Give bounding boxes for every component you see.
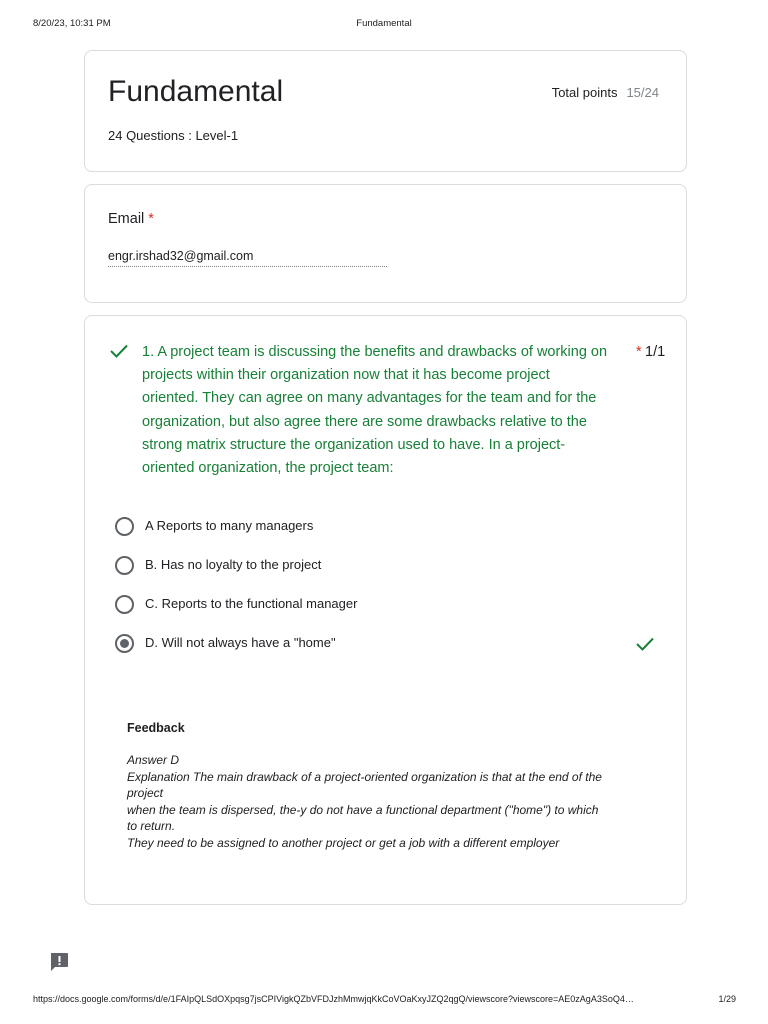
- total-points-score: 15/24: [626, 85, 659, 100]
- question-line: oriented. They can agree on many advantages for the team and for the: [142, 390, 597, 407]
- email-label: [108, 211, 154, 227]
- email-field: engr.irshad32@gmail.com: [108, 249, 387, 267]
- print-datetime: 8/20/23, 10:31 PM: [33, 18, 111, 29]
- form-title: Fundamental: [108, 75, 284, 108]
- total-points: [552, 85, 659, 100]
- question-line: projects within their organization now that it has become project: [142, 367, 550, 384]
- question-text: [142, 341, 636, 480]
- option-label: A Reports to many managers: [145, 518, 314, 533]
- option-c[interactable]: [115, 594, 660, 616]
- feedback-line: They need to be assigned to another project or get a job with a different employer: [127, 835, 560, 850]
- question-line: 1. A project team is discussing the benefits and drawbacks of working on: [142, 344, 608, 360]
- feedback-line: to return.: [127, 819, 176, 834]
- feedback-body: [127, 752, 652, 852]
- option-b[interactable]: [115, 555, 660, 577]
- option-label: B. Has no loyalty to the project: [145, 557, 322, 572]
- form-header-card: [84, 50, 687, 172]
- radio-button[interactable]: [115, 556, 134, 575]
- radio-button[interactable]: [115, 595, 134, 614]
- check-icon: [635, 636, 655, 652]
- check-icon: [109, 343, 129, 359]
- question-line: oriented organization, the project team:: [142, 460, 394, 477]
- print-header: [33, 18, 735, 32]
- feedback-line: when the team is dispersed, the-y do not have a functional department ("home") to which: [127, 802, 599, 817]
- feedback-line: Answer D: [127, 753, 180, 767]
- radio-button[interactable]: [115, 517, 134, 536]
- option-label: D. Will not always have a "home": [145, 635, 336, 650]
- required-star: *: [636, 344, 642, 360]
- feedback-title: Feedback: [127, 721, 185, 735]
- question-card: [84, 315, 687, 905]
- report-problem-icon[interactable]: [49, 952, 69, 972]
- page-url: https://docs.google.com/forms/d/e/1FAIpQLSdOXpqsg7jsCPIVigkQZbVFDJzhMmwjqKkCoVOaKxyJZQ2qgQ/viewscore?viewscore=AE0zAgA3SoQ4…: [33, 994, 634, 1004]
- feedback-section: [127, 721, 652, 852]
- option-label: C. Reports to the functional manager: [145, 596, 358, 611]
- print-title: Fundamental: [356, 18, 412, 29]
- option-d[interactable]: [115, 633, 660, 655]
- feedback-line: Explanation The main drawback of a project-oriented organization is that at the end of the: [127, 769, 602, 784]
- email-card: [84, 184, 687, 303]
- print-footer: [33, 994, 736, 1007]
- feedback-line: project: [127, 786, 164, 801]
- email-label-text: Email: [108, 211, 145, 227]
- option-a[interactable]: [115, 516, 660, 538]
- page-number: 1/29: [718, 994, 736, 1004]
- required-star: *: [148, 211, 154, 227]
- form-description: 24 Questions : Level-1: [108, 128, 239, 143]
- radio-button-selected[interactable]: [115, 634, 134, 653]
- question-line: organization, but also agree there are some drawbacks relative to the: [142, 413, 587, 430]
- question-line: strong matrix structure the organization used to have. In a project-: [142, 436, 566, 453]
- total-points-label: Total points: [551, 85, 618, 100]
- question-points: 1/1: [645, 344, 666, 360]
